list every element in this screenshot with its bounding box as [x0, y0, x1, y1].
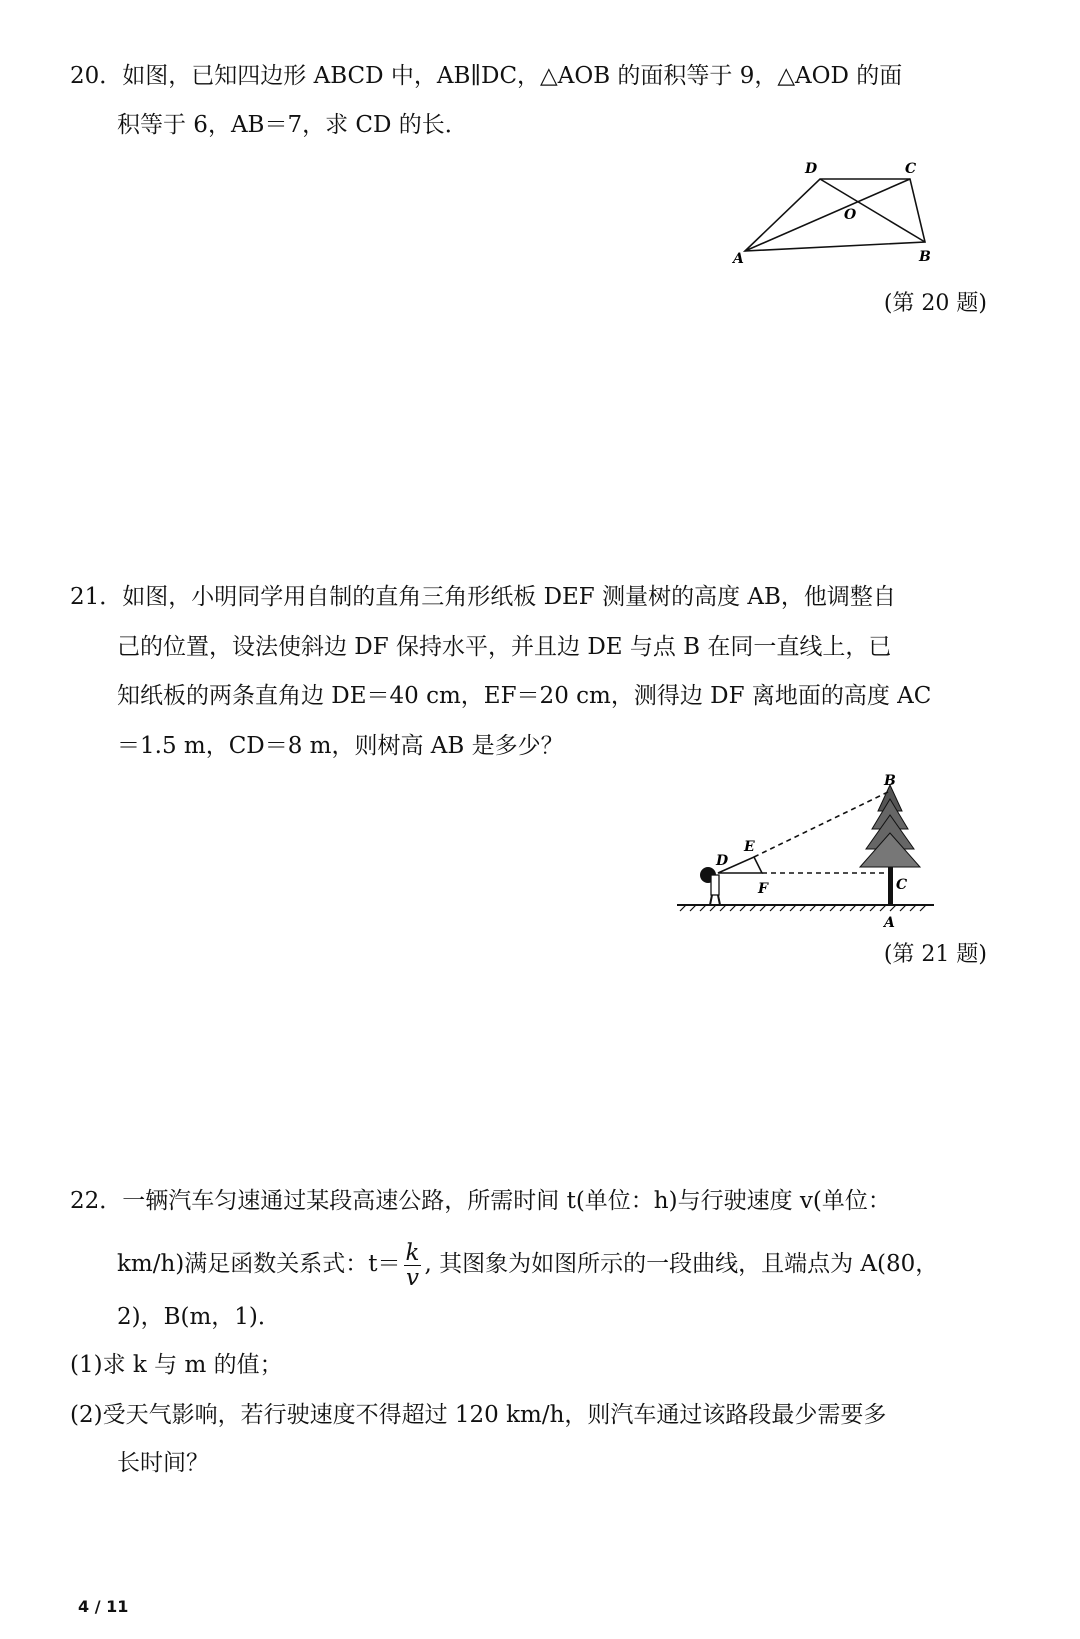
q22-part1: (1)求 k 与 m 的值； — [70, 1352, 283, 1378]
q21-label-b: B — [884, 773, 896, 789]
q20-line2: 积等于 6，AB＝7，求 CD 的长． — [117, 112, 468, 138]
q20-figure — [725, 155, 940, 270]
q22-line1: 22．一辆汽车匀速通过某段高速公路，所需时间 t(单位：h)与行驶速度 v(单位： — [70, 1188, 891, 1214]
q20-diagonal-ac — [745, 179, 910, 251]
q22-line2 — [117, 1236, 938, 1292]
q22-line3: 2)，B(m，1)． — [117, 1304, 281, 1330]
tree-icon — [860, 785, 920, 905]
q20-label-c: C — [905, 161, 917, 177]
q20-label-a: A — [733, 251, 744, 267]
fraction-denominator: v — [406, 1264, 419, 1291]
q22-part2b: 长时间？ — [117, 1450, 209, 1476]
q22-line2-post: , 其图象为如图所示的一段曲线，且端点为 A(80， — [424, 1251, 939, 1277]
q21-figure — [672, 763, 940, 933]
q20-quadrilateral — [745, 179, 925, 251]
q22-fraction — [404, 1241, 422, 1290]
q20-label-o: O — [844, 207, 857, 223]
q21-label-f: F — [758, 881, 768, 897]
q20-caption: (第 20 题) — [883, 291, 987, 316]
page-number: 4 / 11 — [78, 1597, 129, 1616]
q20-label-d: D — [805, 161, 818, 177]
q21-label-c: C — [896, 877, 908, 893]
q21-caption: (第 21 题) — [883, 942, 987, 967]
q20-label-b: B — [919, 249, 931, 265]
q22-part2a: (2)受天气影响，若行驶速度不得超过 120 km/h，则汽车通过该路段最少需要多 — [70, 1402, 887, 1428]
q21-label-d: D — [716, 853, 729, 869]
q21-label-a: A — [884, 915, 895, 931]
q21-line3: 知纸板的两条直角边 DE＝40 cm，EF＝20 cm，测得边 DF 离地面的高度 AC — [117, 683, 932, 709]
q21-line4: ＝1.5 m，CD＝8 m，则树高 AB 是多少？ — [117, 733, 564, 759]
q20-line1: 20．如图，已知四边形 ABCD 中，AB∥DC，△AOB 的面积等于 9，△AOD 的面 — [70, 63, 903, 89]
q20-diagonal-bd — [820, 179, 925, 242]
q21-line2: 己的位置，设法使斜边 DF 保持水平，并且边 DE 与点 B 在同一直线上，已 — [117, 634, 892, 660]
person-icon — [700, 867, 720, 905]
q21-label-e: E — [744, 839, 755, 855]
fraction-numerator: k — [405, 1239, 420, 1266]
q22-line2-pre: km/h)满足函数关系式：t＝ — [117, 1251, 401, 1277]
q21-line1: 21．如图，小明同学用自制的直角三角形纸板 DEF 测量树的高度 AB，他调整自 — [70, 584, 896, 610]
